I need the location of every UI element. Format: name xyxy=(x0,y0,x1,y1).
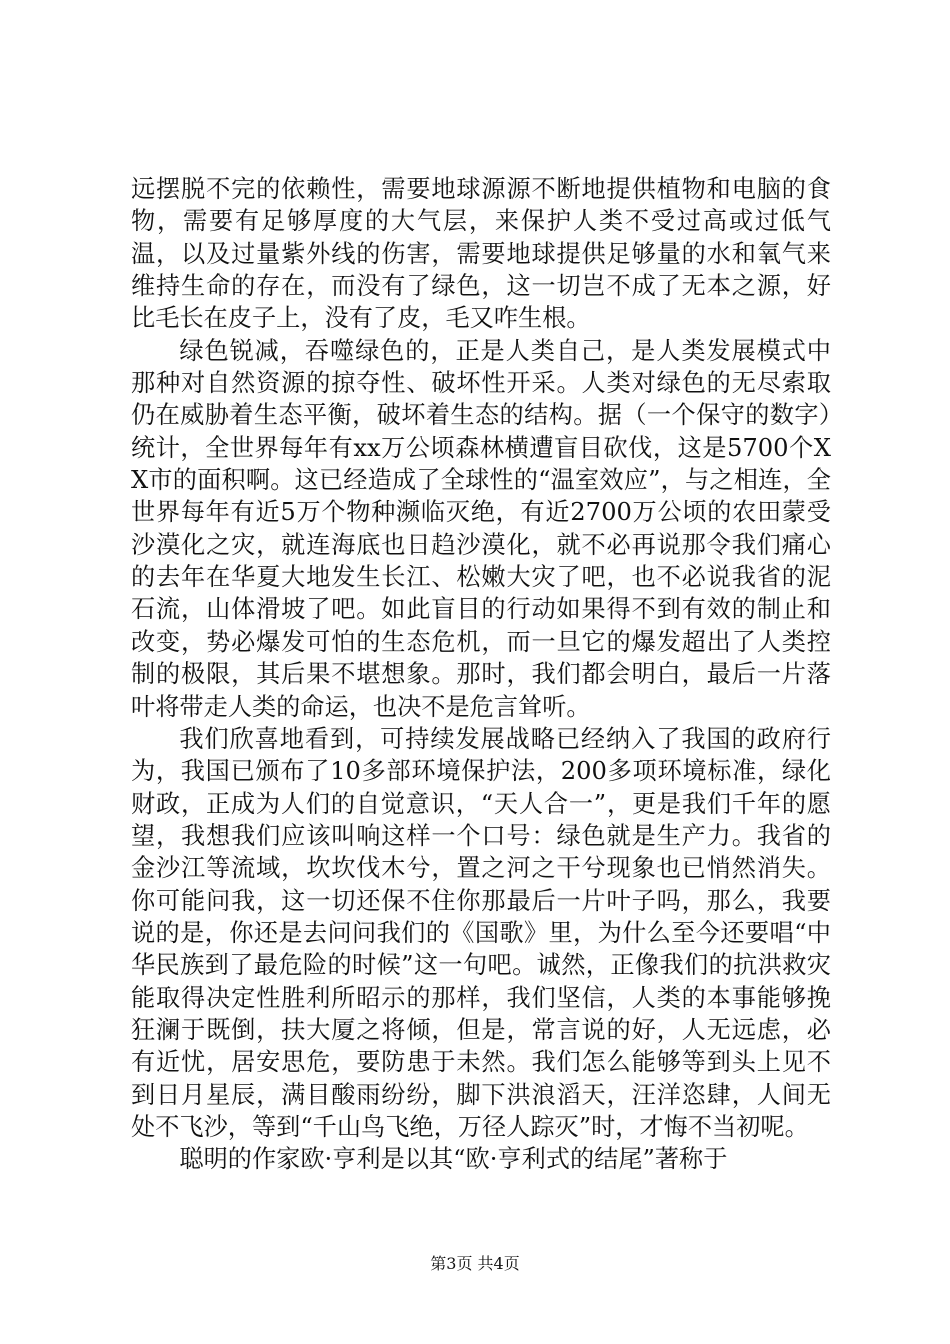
page-footer: 第3页 共4页 xyxy=(430,1254,520,1273)
body-text xyxy=(131,173,831,1176)
paragraph-3: 我们欣喜地看到，可持续发展战略已经纳入了我国的政府行为，我国已颁布了10多部环境保护法，200多项环境标准，绿化财政，正成为人们的自觉意识，“天人合一”，更是我们千年的愿望，我想我们应该叫响这样一个口号：绿色就是生产力。我省的金沙江等流域，坎坎伐木兮，置之河之干兮现象也已悄然消失。你可能问我，这一切还保不住你那最后一片叶子吗，那么，我要说的是，你还是去问问我们的《国歌》里，为什么至今还要唱“中华民族到了最危险的时候”这一句吧。诚然，正像我们的抗洪救灾能取得决定性胜利所昭示的那样，我们坚信，人类的本事能够挽狂澜于既倒，扶大厦之将倾，但是，常言说的好，人无远虑，必有近忧，居安思危，要防患于未然。我们怎么能够等到头上见不到日月星辰，满目酸雨纷纷，脚下洪浪滔天，汪洋恣肆，人间无处不飞沙，等到“千山鸟飞绝，万径人踪灭”时，才悔不当初呢。 xyxy=(131,724,831,1141)
paragraph-1: 远摆脱不完的依赖性，需要地球源源不断地提供植物和电脑的食物，需要有足够厚度的大气层，来保护人类不受过高或过低气温，以及过量紫外线的伤害，需要地球提供足够量的水和氧气来维持生命的存在，而没有了绿色，这一切岂不成了无本之源，好比毛长在皮子上，没有了皮，毛又咋生根。 xyxy=(131,175,831,333)
paragraph-4: 聪明的作家欧·亨利是以其“欧·亨利式的结尾”著称于 xyxy=(179,1145,728,1174)
paragraph-2: 绿色锐减，吞噬绿色的，正是人类自己，是人类发展模式中那种对自然资源的掠夺性、破坏性开采。人类对绿色的无尽索取仍在威胁着生态平衡，破坏着生态的结构。据（一个保守的数字）统计，全世界每年有xx万公顷森林横遭盲目砍伐，这是5700个XX市的面积啊。这已经造成了全球性的“温室效应”，与之相连，全世界每年有近5万个物种濒临灭绝，有近2700万公顷的农田蒙受沙漠化之灾，就连海底也日趋沙漠化，就不必再说那令我们痛心的去年在华夏大地发生长江、松嫩大灾了吧，也不必说我省的泥石流，山体滑坡了吧。如此盲目的行动如果得不到有效的制止和改变，势必爆发可怕的生态危机，而一旦它的爆发超出了人类控制的极限，其后果不堪想象。那时，我们都会明白，最后一片落叶将带走人类的命运，也决不是危言耸听。 xyxy=(131,336,831,721)
